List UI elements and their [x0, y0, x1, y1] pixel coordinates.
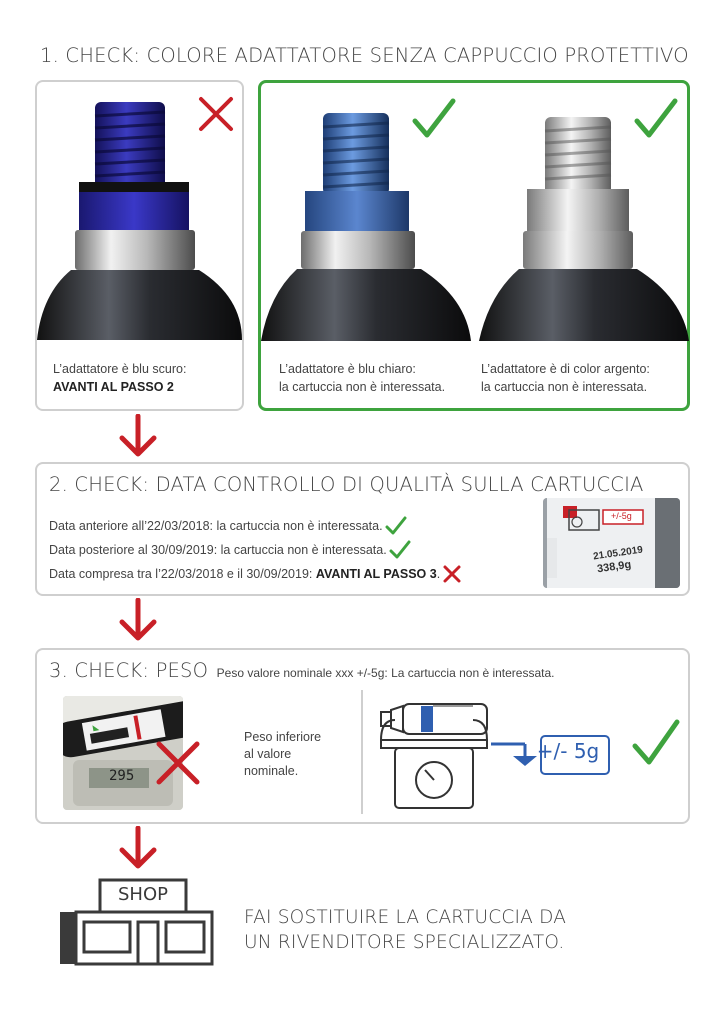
scale-display-value: 295 — [109, 768, 135, 784]
green-check-icon-light — [411, 95, 457, 141]
panel-dark-line2: AVANTI AL PASSO 2 — [53, 380, 174, 394]
red-cross-icon — [198, 96, 234, 132]
green-check-icon — [385, 516, 407, 536]
panel-silver-line1: L’adattatore è di color argento: — [481, 362, 650, 376]
shop-text — [244, 905, 566, 955]
shop-line2: UN RIVENDITORE SPECIALIZZATO. — [244, 932, 565, 953]
arrow-down-icon — [116, 414, 160, 458]
panel-dark-line1: L’adattatore è blu scuro: — [53, 362, 187, 376]
green-check-icon — [389, 540, 411, 560]
tolerance-label: +/- 5g — [536, 739, 600, 763]
date-line-3: Data compresa tra l’22/03/2018 e il 30/09/2019: — [49, 567, 316, 581]
arrow-down-icon — [116, 826, 160, 870]
panel-dark-text — [53, 360, 186, 396]
section2-title: 2. CHECK: DATA CONTROLLO DI QUALITÀ SULLA CARTUCCIA — [49, 473, 644, 496]
red-cross-icon — [442, 564, 462, 584]
section2-box — [35, 462, 690, 596]
date-line-3-bold: AVANTI AL PASSO 3 — [315, 567, 437, 581]
shop-line1: FAI SOSTITUIRE LA CARTUCCIA DA — [244, 907, 567, 928]
red-cross-icon — [155, 740, 201, 786]
under-weight-text — [244, 729, 321, 780]
arrow-down-icon — [116, 598, 160, 642]
label-tolerance: +/-5g — [611, 511, 632, 521]
date-label-image — [543, 498, 680, 588]
section3-header — [49, 659, 555, 682]
label-weight: 338,9g — [596, 558, 632, 576]
divider — [361, 690, 363, 814]
shop-sign-label: SHOP — [118, 884, 168, 905]
under-weight-line2: al valore — [244, 747, 292, 761]
label-date: 21.05.2019 — [592, 544, 644, 563]
panel-silver-line2: la cartuccia non è interessata. — [481, 380, 648, 394]
green-check-icon — [631, 716, 681, 768]
green-check-icon-silver — [633, 95, 679, 141]
under-weight-line1: Peso inferiore — [244, 730, 322, 744]
section3-title: 3. CHECK: PESO — [49, 659, 209, 682]
panel-silver-text — [481, 360, 650, 396]
panel-light-line1: L’adattatore è blu chiaro: — [279, 362, 416, 376]
panel-light-line2: la cartuccia non è interessata. — [279, 380, 446, 394]
date-line-2: Data posteriore al 30/09/2019: la cartuccia non è interessata. — [49, 543, 387, 557]
panel-dark-blue — [35, 80, 244, 411]
section2-lines — [49, 514, 462, 586]
date-line-1: Data anteriore all’22/03/2018: la cartuccia non è interessata. — [49, 519, 383, 533]
under-weight-line3: nominale. — [244, 764, 299, 778]
panel-ok-group — [258, 80, 690, 411]
section1-title: 1. CHECK: COLORE ADATTATORE SENZA CAPPUCCIO PROTETTIVO — [40, 44, 689, 67]
panel-light-text — [279, 360, 445, 396]
date-line-3-end: . — [436, 567, 441, 581]
section3-box — [35, 648, 690, 824]
section3-subtitle: Peso valore nominale xxx +/-5g: La cartuccia non è interessata. — [216, 666, 555, 680]
